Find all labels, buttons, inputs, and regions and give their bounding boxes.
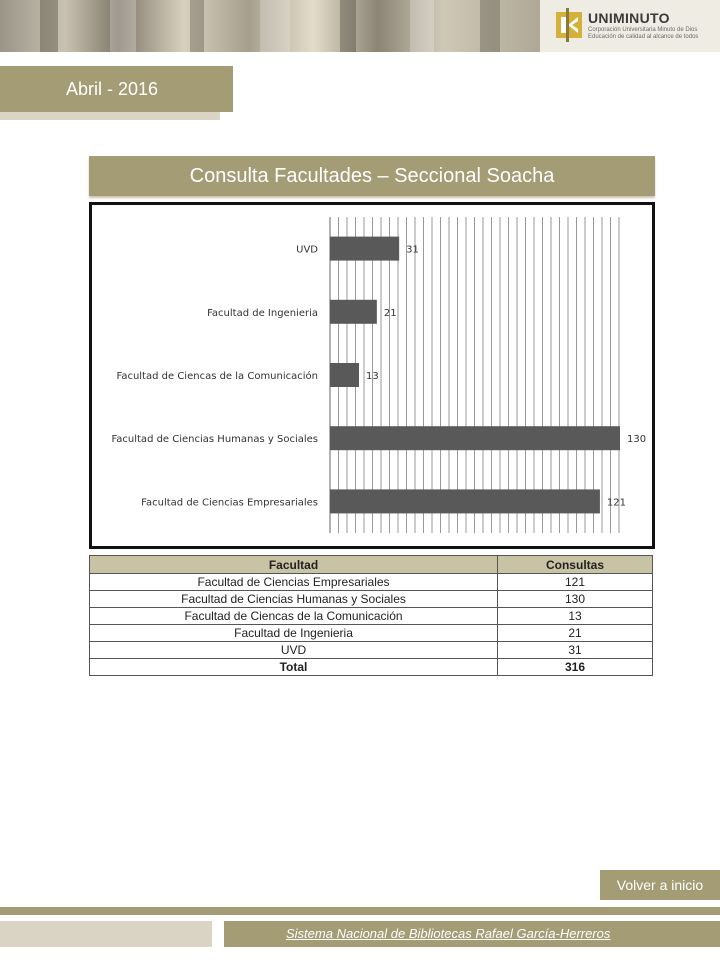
category-label: Facultad de Ciencas de la Comunicación (116, 371, 318, 382)
bar (330, 363, 359, 387)
logo-name: UNIMINUTO (588, 10, 670, 26)
logo-tagline-2: Educación de calidad al alcance de todos (588, 34, 699, 40)
row-consultas: 121 (498, 574, 653, 591)
header-facultad: Facultad (90, 556, 498, 574)
row-facultad: Facultad de Ingenieria (90, 625, 498, 642)
back-to-start-button[interactable]: Volver a inicio (600, 870, 720, 900)
footer-link[interactable]: Sistema Nacional de Bibliotecas Rafael García-Herreros (224, 921, 720, 947)
row-consultas: 31 (498, 642, 653, 659)
data-table (89, 555, 653, 676)
table-total-row (90, 659, 653, 676)
bar (330, 489, 600, 513)
bar-chart (89, 202, 655, 549)
data-label: 121 (606, 497, 627, 509)
table-row (90, 574, 653, 591)
table-header-row (90, 556, 653, 574)
table-row (90, 591, 653, 608)
row-facultad: Facultad de Ciencias Humanas y Sociales (90, 591, 498, 608)
header-consultas: Consultas (498, 556, 653, 574)
row-facultad: UVD (90, 642, 498, 659)
category-label: Facultad de Ciencias Humanas y Sociales (111, 434, 318, 446)
row-consultas: 13 (498, 608, 653, 625)
logo-tagline: Corporación Universitaria Minuto de Dios (588, 27, 698, 33)
header-banner (0, 0, 720, 52)
data-label: 13 (366, 371, 379, 382)
row-facultad: Facultad de Ciencas de la Comunicación (90, 608, 498, 625)
total-value: 316 (498, 659, 653, 676)
bar-chart-svg (92, 205, 652, 546)
table-row (90, 608, 653, 625)
bar (330, 426, 620, 450)
category-label: UVD (296, 244, 318, 256)
category-label: Facultad de Ingenieria (207, 307, 318, 319)
bar (330, 237, 399, 261)
row-consultas: 130 (498, 591, 653, 608)
table-row (90, 625, 653, 642)
data-label: 31 (406, 244, 419, 256)
date-label: Abril - 2016 (0, 66, 233, 112)
bar (330, 300, 377, 324)
total-label: Total (90, 659, 498, 676)
table-row (90, 642, 653, 659)
row-facultad: Facultad de Ciencias Empresariales (90, 574, 498, 591)
category-label: Facultad de Ciencias Empresariales (141, 497, 318, 509)
library-shelves-photo (0, 0, 540, 52)
data-label: 21 (383, 307, 397, 319)
uniminuto-logo[interactable] (540, 0, 720, 52)
footer-left-block (0, 921, 212, 947)
row-consultas: 21 (498, 625, 653, 642)
uniminuto-emblem-icon (556, 8, 584, 42)
data-label: 130 (627, 434, 647, 446)
footer-divider (0, 907, 720, 915)
page-title: Consulta Facultades – Seccional Soacha (89, 156, 655, 196)
